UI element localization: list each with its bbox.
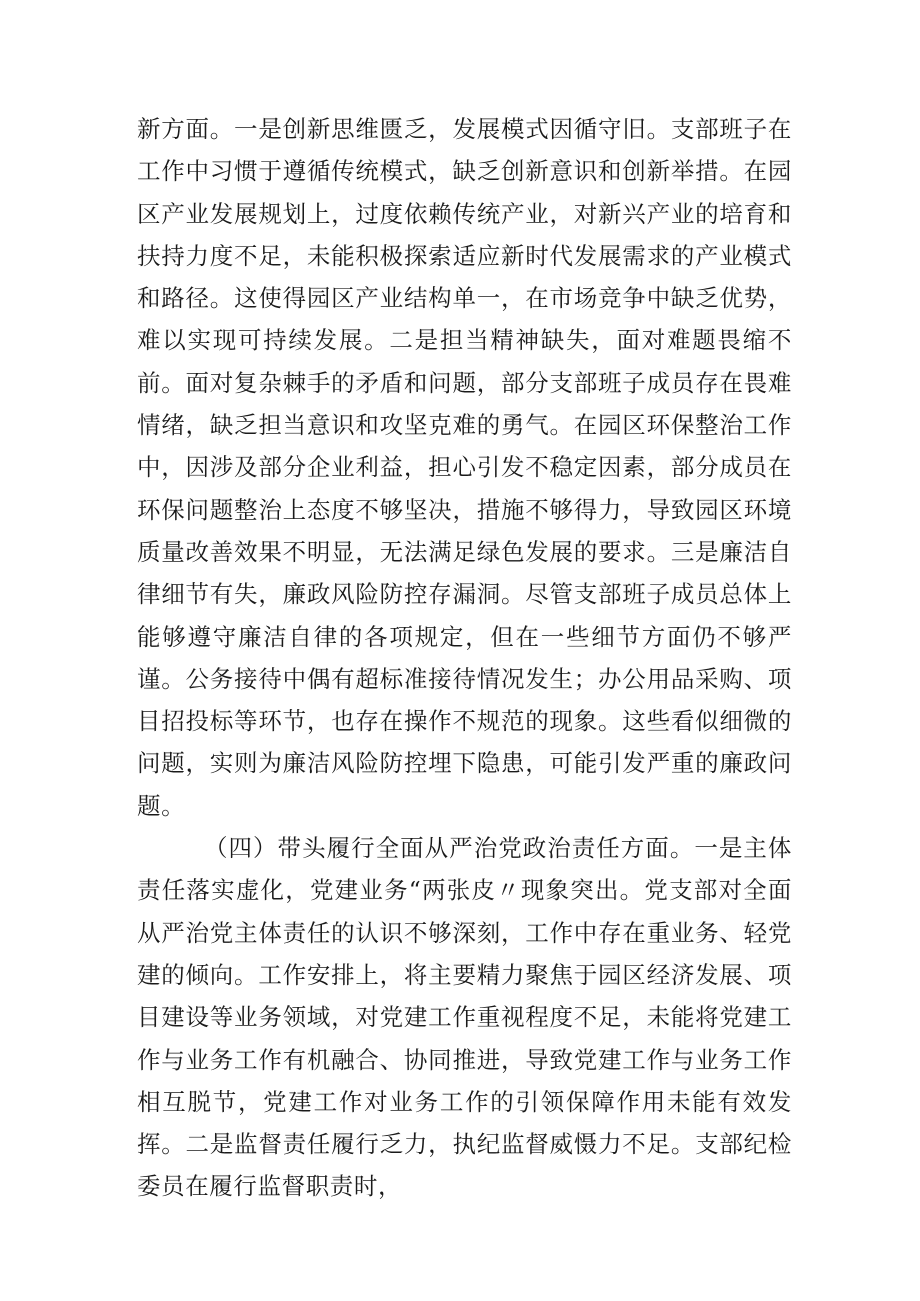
paragraph-section-four: （四）带头履行全面从严治党政治责任方面。一是主体责任落实虚化，党建业务“两张皮〃现象突出。党支部对全面从严治党主体责任的认识不够深刻，工作中存在重业务、轻党建的倾向。工作安排上，将主要精力聚焦于园区经济发展、项目建设等业务领域，对党建工作重视程度不足，未能将党建工作与业务工作有机融合、协同推进，导致党建工作与业务工作相互脱节，党建工作对业务工作的引领保障作用未能有效发挥。二是监督责任履行乏力，执纪监督威慑力不足。支部纪检委员在履行监督职责时， — [137, 834, 792, 1201]
paragraph-continuation: 新方面。一是创新思维匮乏，发展模式因循守旧。支部班子在工作中习惯于遵循传统模式，缺乏创新意识和创新举措。在园区产业发展规划上，过度依赖传统产业，对新兴产业的培育和扶持力度不足，未能积极探索适应新时代发展需求的产业模式和路径。这使得园区产业结构单一，在市场竞争中缺乏优势，难以实现可持续发展。二是担当精神缺失，面对难题畏缩不前。面对复杂棘手的矛盾和问题，部分支部班子成员存在畏难情绪，缺乏担当意识和攻坚克难的勇气。在园区环保整治工作中，因涉及部分企业利益，担心引发不稳定因素，部分成员在环保问题整治上态度不够坚决，措施不够得力，导致园区环境质量改善效果不明显，无法满足绿色发展的要求。三是廉洁自律细节有失，廉政风险防控存漏洞。尽管支部班子成员总体上能够遵守廉洁自律的各项规定，但在一些细节方面仍不够严谨。公务接待中偶有超标准接待情况发生；办公用品采购、项目招投标等环节，也存在操作不规范的现象。这些看似细微的问题，实则为廉洁风险防控埋下隐患，可能引发严重的廉政问题。 — [137, 115, 792, 820]
document-body — [137, 108, 792, 1208]
